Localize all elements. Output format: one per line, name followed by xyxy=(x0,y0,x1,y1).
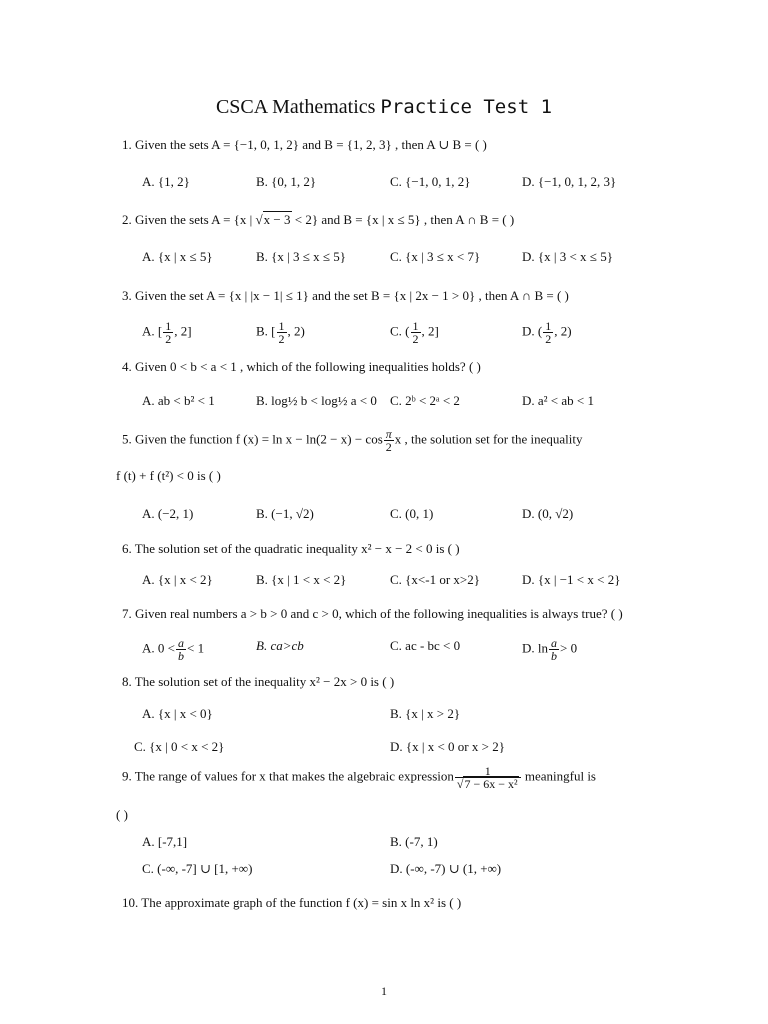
option-d[interactable]: D. {x | x < 0 or x > 2} xyxy=(390,739,505,754)
option-c[interactable]: C. {x | 3 ≤ x < 7} xyxy=(390,249,481,264)
fraction-numerator: π xyxy=(385,427,392,441)
fraction-denominator: b xyxy=(551,649,557,663)
question-9-stem-end: meaningful is xyxy=(521,768,596,784)
option-b[interactable]: B. (−1, √2) xyxy=(256,506,314,521)
option-b-open: B. [ xyxy=(256,323,276,339)
option-a-right: < 1 xyxy=(186,640,205,656)
option-d[interactable] xyxy=(522,320,572,345)
option-a[interactable]: A. {x | x ≤ 5} xyxy=(142,249,213,264)
option-c[interactable]: C. {−1, 0, 1, 2} xyxy=(390,174,471,189)
fraction-denominator: 2 xyxy=(545,332,552,346)
option-a-left: A. 0 < xyxy=(142,640,175,656)
option-c[interactable]: C. {x<-1 or x>2} xyxy=(390,572,480,587)
option-d[interactable]: D. a² < ab < 1 xyxy=(522,393,594,408)
option-c[interactable]: C. 2ᵇ < 2ᵃ < 2 xyxy=(390,393,460,408)
question-2-radicand: x − 3 xyxy=(263,212,291,227)
question-7-stem: 7. Given real numbers a > b > 0 and c > 0, which of the following inequalities is always true? ( ) xyxy=(122,606,623,621)
option-a[interactable]: A. [-7,1] xyxy=(142,834,188,849)
option-c[interactable]: C. ac - bc < 0 xyxy=(390,638,461,653)
page-number: 1 xyxy=(381,984,387,998)
half-fraction xyxy=(277,320,287,345)
question-2-stem: 2. Given the sets A = {x | √x − 3 < 2} and B = {x | x ≤ 5} , then A ∩ B = ( ) xyxy=(122,212,515,227)
question-5-stem-end: x , the solution set for the inequality xyxy=(394,431,583,447)
option-a[interactable] xyxy=(142,320,192,345)
option-a[interactable]: A. {x | x < 0} xyxy=(142,706,213,721)
fraction-numerator: 1 xyxy=(278,319,285,333)
option-d[interactable] xyxy=(522,637,577,662)
fraction-numerator: a xyxy=(551,636,557,650)
option-d[interactable]: D. {−1, 0, 1, 2, 3} xyxy=(522,174,617,189)
fraction-numerator: 1 xyxy=(455,765,521,778)
question-9-stem xyxy=(122,765,596,790)
fraction-denominator: b xyxy=(177,649,184,663)
option-c[interactable]: C. (0, 1) xyxy=(390,506,434,521)
question-2-stem-start: 2. Given the sets A = {x | xyxy=(122,212,256,227)
question-3-stem: 3. Given the set A = {x | |x − 1| ≤ 1} and the set B = {x | 2x − 1 > 0} , then A ∩ B = ( ) xyxy=(122,288,569,303)
pi-over-two-fraction xyxy=(384,428,394,453)
option-d[interactable]: D. (-∞, -7) ∪ (1, +∞) xyxy=(390,861,502,876)
option-d-right: > 0 xyxy=(560,640,578,656)
option-d[interactable]: D. {x | −1 < x < 2} xyxy=(522,572,621,587)
half-fraction xyxy=(411,320,421,345)
question-1-stem: 1. Given the sets A = {−1, 0, 1, 2} and B = {1, 2, 3} , then A ∪ B = ( ) xyxy=(122,137,487,152)
question-10-stem: 10. The approximate graph of the function f (x) = sin x ln x² is ( ) xyxy=(122,895,462,910)
a-over-b-fraction xyxy=(176,637,186,662)
title-test-name: Practice Test 1 xyxy=(380,96,553,118)
question-9-stem-start: 9. The range of values for x that makes the algebraic expression xyxy=(122,768,454,784)
option-a-close: , 2] xyxy=(174,323,192,339)
question-8-stem: 8. The solution set of the inequality x² − 2x > 0 is ( ) xyxy=(122,674,395,689)
option-b-close: , 2) xyxy=(287,323,305,339)
option-a[interactable]: A. {x | x < 2} xyxy=(142,572,213,587)
question-2-stem-end: < 2} and B = {x | x ≤ 5} , then A ∩ B = ( ) xyxy=(291,212,515,227)
option-a[interactable]: A. (−2, 1) xyxy=(142,506,194,521)
option-a[interactable]: A. {1, 2} xyxy=(142,174,190,189)
option-c[interactable] xyxy=(390,320,439,345)
expression-fraction xyxy=(455,765,521,790)
option-d[interactable]: D. (0, √2) xyxy=(522,506,574,521)
option-a[interactable] xyxy=(142,637,204,662)
title-main: CSCA Mathematics xyxy=(215,96,381,118)
option-b[interactable]: B. {x | 1 < x < 2} xyxy=(256,572,347,587)
option-d-open: D. ( xyxy=(522,323,543,339)
question-6-stem: 6. The solution set of the quadratic inequality x² − x − 2 < 0 is ( ) xyxy=(122,541,460,556)
fraction-numerator: a xyxy=(177,636,184,650)
fraction-denominator: 2 xyxy=(412,332,419,346)
question-4-stem: 4. Given 0 < b < a < 1 , which of the following inequalities holds? ( ) xyxy=(122,359,481,374)
option-d-close: , 2) xyxy=(554,323,572,339)
option-b[interactable]: B. (-7, 1) xyxy=(390,834,438,849)
option-b[interactable]: B. {x | x > 2} xyxy=(390,706,461,721)
option-c-close: , 2] xyxy=(421,323,439,339)
fraction-denominator: 2 xyxy=(385,440,392,454)
question-5-stem xyxy=(122,428,583,453)
option-b[interactable]: B. log½ b < log½ a < 0 xyxy=(256,393,377,408)
half-fraction xyxy=(163,320,173,345)
fraction-numerator: 1 xyxy=(165,319,172,333)
fraction-denominator: √7 − 6x − x² xyxy=(456,777,518,791)
half-fraction xyxy=(543,320,553,345)
question-5-stem-start: 5. Given the function f (x) = ln x − ln(2 − x) − cos xyxy=(122,431,383,447)
page-title xyxy=(0,94,768,120)
fraction-denominator: 2 xyxy=(165,332,172,346)
option-c[interactable]: C. (-∞, -7] ∪ [1, +∞) xyxy=(142,861,253,876)
option-b[interactable]: B. ca>cb xyxy=(256,638,304,653)
option-b[interactable]: B. {x | 3 ≤ x ≤ 5} xyxy=(256,249,347,264)
option-b[interactable] xyxy=(256,320,305,345)
question-5-stem-line-2: f (t) + f (t²) < 0 is ( ) xyxy=(116,468,221,483)
fraction-numerator: 1 xyxy=(412,319,419,333)
fraction-numerator: 1 xyxy=(545,319,552,333)
option-a-open: A. [ xyxy=(142,323,163,339)
question-9-stem-line-2: ( ) xyxy=(116,807,128,822)
radicand: 7 − 6x − x² xyxy=(464,777,518,791)
a-over-b-fraction xyxy=(549,637,559,662)
option-d[interactable]: D. {x | 3 < x ≤ 5} xyxy=(522,249,613,264)
option-c[interactable]: C. {x | 0 < x < 2} xyxy=(134,739,225,754)
option-a[interactable]: A. ab < b² < 1 xyxy=(142,393,215,408)
option-c-open: C. ( xyxy=(390,323,410,339)
option-b[interactable]: B. {0, 1, 2} xyxy=(256,174,317,189)
fraction-denominator: 2 xyxy=(278,332,285,346)
option-d-left: D. ln xyxy=(522,640,548,656)
